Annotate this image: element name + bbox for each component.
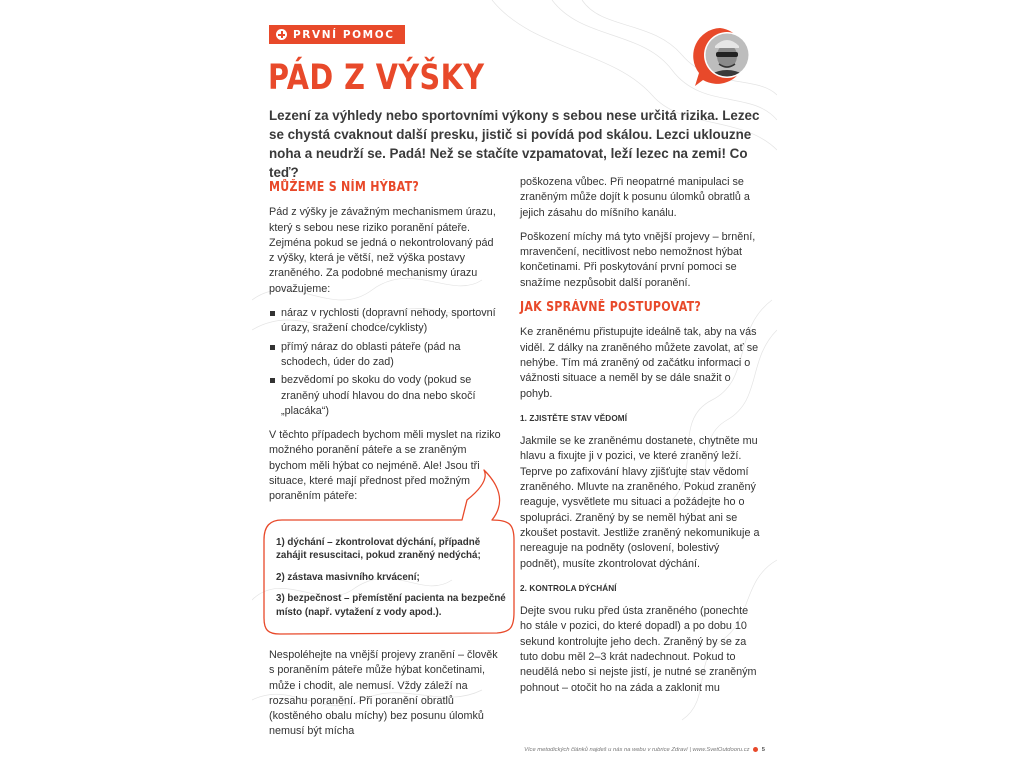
left-column-continued xyxy=(269,648,501,749)
brand-dot-icon xyxy=(753,747,758,752)
paragraph: Poškození míchy má tyto vnější projevy – brnění, mravenčení, necitlivost nebo nemožnost hýbat končetinami. Při poskytování první pomoci se snažíme nezpůsobit další poranění. xyxy=(520,230,756,289)
section-tag xyxy=(269,25,405,44)
page-number: 5 xyxy=(761,747,765,754)
subheading: 2. KONTROLA DÝCHÁNÍ xyxy=(520,583,617,593)
lead-paragraph: Lezení za výhledy nebo sportovními výkony s sebou nese určitá rizika. Lezec se chystá cvaknout další presku, jistič si povídá pod skálou. Lezci uklouzne noha a neudrží se. Padá! Než se stačíte vzpamatovat, leží lezec na zemi! Co teď? xyxy=(269,108,760,180)
section-tag-label: PRVNÍ POMOC xyxy=(293,28,395,41)
paragraph: Jakmile se ke zraněnému dostanete, chytněte mu hlavu a fixujte ji v pozici, ve které zraněný leží. Teprve po zafixování hlavy zjišťujte stav vědomí zraněného. Mluvte na zraněného. Pokud zraněný reaguje, vysvětlete mu situaci a požádejte ho o spolupráci. Zraněný by se neměl hýbat ani se zkoušet postavit. Jestliže zraněný nekomunikuje a nereaguje na podněty (oslovení, bolestivý podnět), musíte zkontrolovat dýchání. xyxy=(520,435,760,570)
right-column xyxy=(520,175,760,705)
paragraph: Ke zraněnému přistupujte ideálně tak, aby na vás viděl. Z dálky na zraněného můžete zavolat, ať se nehýbe. Tím má zraněný od začátku informaci o vážnosti situace a neměl by se dále snažit o pohyb. xyxy=(520,326,759,400)
page-title: PÁD Z VÝŠKY xyxy=(268,58,485,98)
priority-item: 3) bezpečnost – přemístění pacienta na bezpečné místo (např. vytažení z vody apod.). xyxy=(276,593,506,618)
paragraph: Nespoléhejte na vnější projevy zranění – člověk s poraněním páteře může hýbat končetinami, může i chodit, ale nemusí. Vždy záleží na rozsahu poranění. Při poranění obratlů (kostěného obalu míchy) bez posunu úlomků nemusí být mícha xyxy=(269,649,498,738)
paragraph: poškozena vůbec. Při neopatrné manipulaci se zraněným může dojít k posunu úlomků obratlů a jejich zásahu do míšního kanálu. xyxy=(520,176,750,219)
subheading: 1. ZJISTĚTE STAV VĚDOMÍ xyxy=(520,413,628,423)
left-column xyxy=(269,180,501,514)
first-aid-cross-icon xyxy=(276,29,287,40)
list-item: přímý náraz do oblasti páteře (pád na schodech, úder do zad) xyxy=(269,340,501,371)
list-item: bezvědomí po skoku do vody (pokud se zraněný uhodí hlavou do dna nebo skočí „placáka“) xyxy=(269,373,501,419)
page-footer xyxy=(480,747,765,753)
priority-item: 2) zástava masivního krvácení; xyxy=(276,571,420,583)
mechanism-list xyxy=(269,306,501,419)
paragraph: Pád z výšky je závažným mechanismem úrazu, který s sebou nese riziko poranění páteře. Zejména pokud se jedná o nekontrolovaný pád z výšky, která je větší, než výška postavy zraněného. Za podobné mechanismy úrazu považujeme: xyxy=(269,206,496,295)
author-avatar xyxy=(689,24,759,88)
section-heading: JAK SPRÁVNĚ POSTUPOVAT? xyxy=(520,300,702,316)
section-heading: MŮŽEME S NÍM HÝBAT? xyxy=(269,180,420,195)
paragraph: V těchto případech bychom měli myslet na riziko možného poranění páteře a se zraněným bychom měli hýbat co nejméně. Ale! Jsou tři situace, které mají přednost před možným poraněním páteře: xyxy=(269,429,501,503)
priority-list xyxy=(276,536,506,627)
footer-text: Více metodických článků najdeš u nás na webu v rubrice Zdraví | www.SvetOutdooru.cz xyxy=(524,747,750,754)
list-item: náraz v rychlosti (dopravní nehody, sportovní úrazy, sražení chodce/cyklisty) xyxy=(269,306,501,337)
paragraph: Dejte svou ruku před ústa zraněného (ponechte ho stále v pozici, do které dopadl) a po dobu 10 sekund kontrolujte jeho dech. Zraněný by se za tuto dobu měl 2–3 krát nadechnout. Pokud to neudělá nebo si nejste jistí, je nutné se zraněným pohnout – otočit ho na záda a zaklonit mu xyxy=(520,605,757,694)
priority-item: 1) dýchání – zkontrolovat dýchání, případně zahájit resuscitaci, pokud zraněný nedýchá; xyxy=(276,537,481,562)
document-page xyxy=(252,0,777,768)
